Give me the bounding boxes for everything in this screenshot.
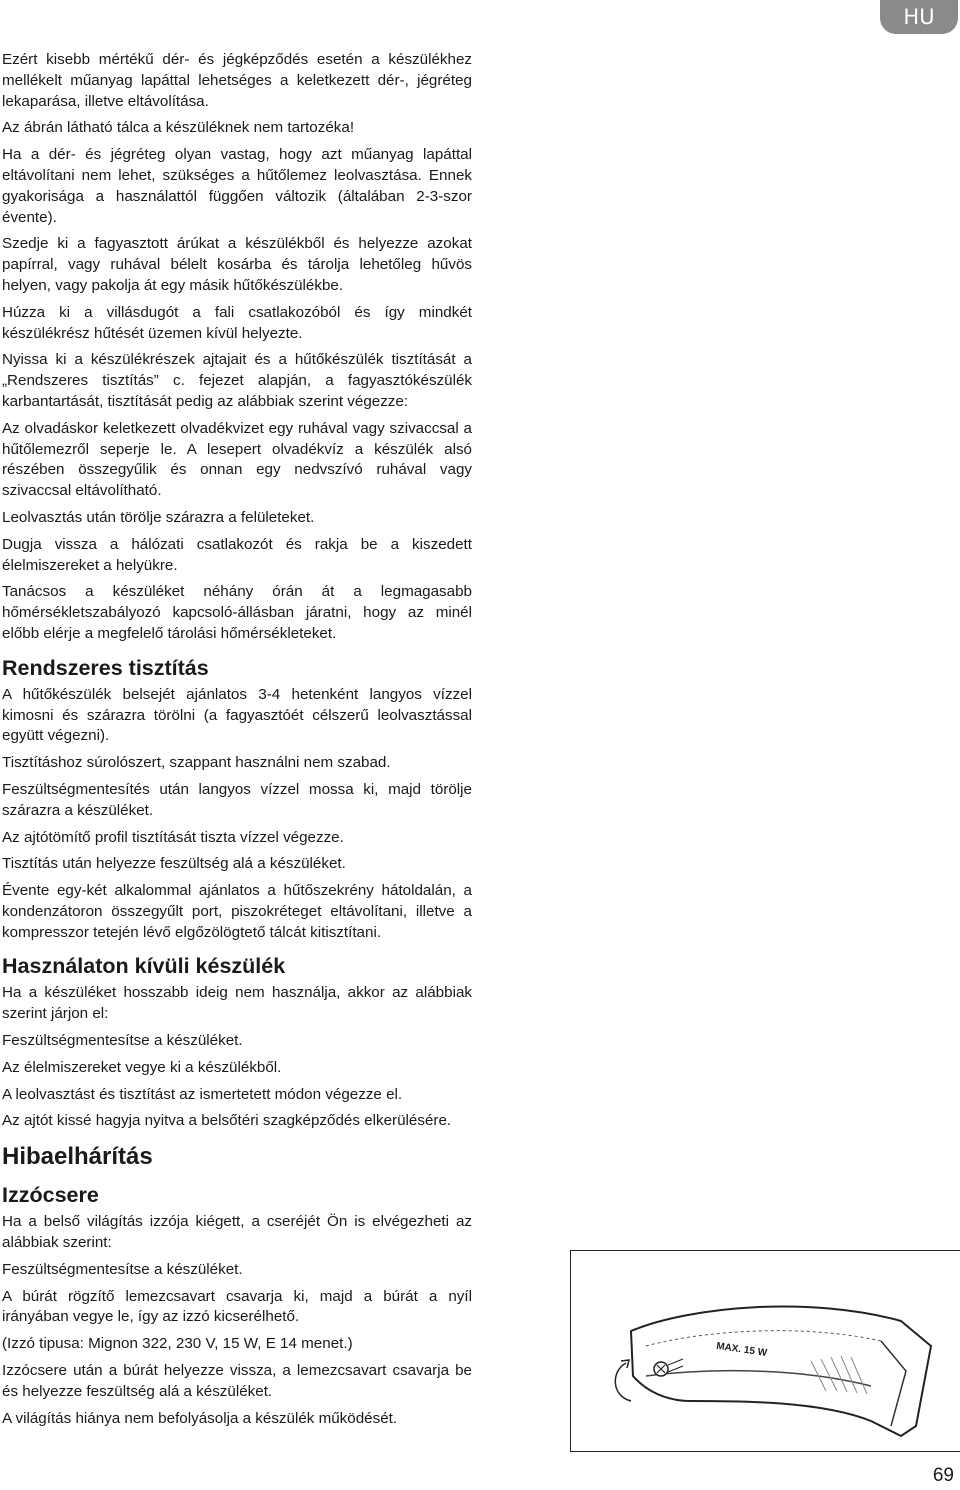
paragraph: Tisztításhoz súrolószert, szappant használni nem szabad. [2, 754, 391, 772]
page-number: 69 [932, 1465, 954, 1486]
paragraph: Leolvasztás után törölje szárazra a felületeket. [2, 508, 315, 526]
paragraph: A hűtőkészülék belsejét ajánlatos 3-4 hetenként langyos vízzel kimosni és szárazra törölni (a fagyasztóét célszerű leolvasztással együtt végezni). [2, 685, 472, 745]
paragraph: Az olvadáskor keletkezett olvadékvizet egy ruhával vagy szivaccsal a hűtőlemezről seperje le. A lesepert olvadékvíz a készülék alsó részében összegyűlik és onnan egy nedvszívó ruhával vagy szivaccsal eltávolítható. [2, 419, 472, 500]
paragraph: Tisztítás után helyezze feszültség alá a készüléket. [2, 855, 346, 873]
cleaning-section [2, 685, 472, 944]
bulb-cover-illustration [570, 1250, 960, 1452]
paragraph: Az ajtót kissé hagyja nyitva a belsőtéri szagképződés elkerülésére. [2, 1112, 452, 1130]
paragraph: Ha a készüléket hosszabb ideig nem használja, akkor az alábbiak szerint járjon el: [2, 984, 472, 1023]
paragraph: Ha a dér- és jégréteg olyan vastag, hogy azt műanyag lapáttal eltávolítani nem lehet, szükséges a hűtőlemez leolvasztása. Ennek gyakorisága a használattól függően változik (általában 2-3-szor évente). [2, 146, 472, 226]
heading-troubleshooting: Hibaelhárítás [2, 1143, 153, 1171]
paragraph: Ezért kisebb mértékű dér- és jégképződés esetén a készülékhez mellékelt műanyag lapáttal lehetséges a keletkezett dér-, jégréteg lekaparása, illetve eltávolítása. [2, 51, 472, 110]
paragraph: A leolvasztást és tisztítást az ismertetett módon végezze el. [2, 1085, 403, 1103]
lamp-cover-drawing [571, 1251, 960, 1451]
paragraph: Feszültségmentesítse a készüléket. [2, 1032, 243, 1050]
heading-unused-appliance: Használaton kívüli készülék [2, 954, 286, 979]
bulb-section [2, 1212, 472, 1429]
main-content [2, 50, 472, 1435]
paragraph: A búrát rögzítő lemezcsavart csavarja ki, majd a búrát a nyíl irányában vegye le, így az izzó kicserélhető. [2, 1287, 472, 1326]
paragraph: Az élelmiszereket vegye ki a készülékből. [2, 1058, 282, 1076]
paragraph: Feszültségmentesítse a készüléket. [2, 1260, 243, 1278]
paragraph: Az ábrán látható tálca a készüléknek nem tartozéka! [2, 119, 355, 137]
paragraph: (Izzó tipusa: Mignon 322, 230 V, 15 W, E 14 menet.) [2, 1335, 353, 1353]
paragraph: Húzza ki a villásdugót a fali csatlakozóból és így mindkét készülékrész hűtését üzemen kívül helyezte. [2, 303, 472, 342]
paragraph: Izzócsere után a búrát helyezze vissza, a lemezcsavart csavarja be és helyezze feszültség alá a készüléket. [2, 1362, 472, 1400]
paragraph: Évente egy-két alkalommal ajánlatos a hűtőszekrény hátoldalán, a kondenzátoron összegyűlt port, piszokréteget eltávolítani, illetve a kompresszor tetején lévő elgőzölögtető tálcát kitisztítani. [2, 882, 472, 941]
paragraph: Feszültségmentesítés után langyos vízzel mossa ki, majd törölje szárazra a készüléket. [2, 780, 472, 819]
paragraph: A világítás hiánya nem befolyásolja a készülék működését. [2, 1409, 398, 1427]
paragraph: Az ajtótömítő profil tisztítását tiszta vízzel végezze. [2, 828, 344, 846]
unused-section [2, 983, 472, 1132]
cover-label: MAX. 15 W [715, 1340, 768, 1359]
lamp-housing-shape [631, 1307, 931, 1436]
paragraph: Tanácsos a készüléket néhány órán át a legmagasabb hőmérsékletszabályozó kapcsoló-állásban járatni, hogy az minél előbb elérje a megfelelő tárolási hőmérsékleteket. [2, 583, 472, 642]
paragraph: Szedje ki a fagyasztott árúkat a készülékből és helyezze azokat papírral, vagy ruhával bélelt kosárba és tárolja lehetőleg hűvös helyen, vagy pakolja át egy másik hűtőkészülékbe. [2, 235, 472, 294]
paragraph: Nyissa ki a készülékrészek ajtajait és a hűtőkészülék tisztítását a „Rendszeres tisztítás” c. fejezet alapján, a fagyasztókészülék karbantartását, tisztítását pedig az alábbiak szerint végezze: [2, 351, 472, 410]
paragraph: Dugja vissza a hálózati csatlakozót és rakja be a kiszedett élelmiszereket a helyükre. [2, 535, 472, 574]
heading-bulb-replacement: Izzócsere [2, 1183, 99, 1208]
language-badge: HU [880, 0, 958, 34]
heading-regular-cleaning: Rendszeres tisztítás [2, 655, 209, 680]
paragraph: Ha a belső világítás izzója kiégett, a cseréjét Ön is elvégezheti az alábbiak szerint: [2, 1213, 472, 1252]
arrow-icon [615, 1360, 631, 1401]
defrost-section [2, 50, 472, 645]
